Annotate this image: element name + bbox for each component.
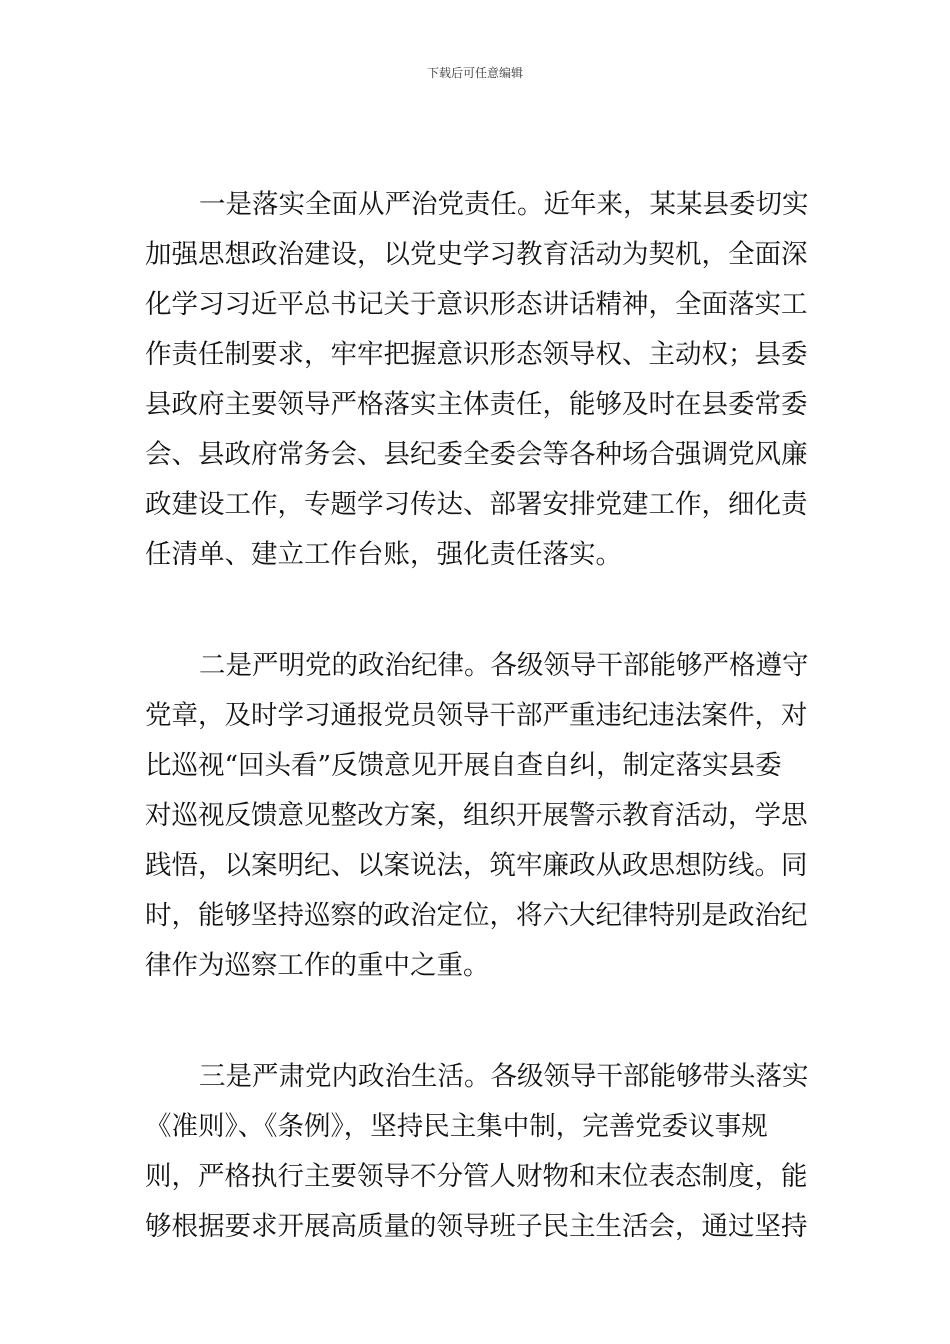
paragraph-gap: [145, 991, 809, 1052]
text-line: 律作为巡察工作的重中之重。: [145, 950, 490, 981]
text-line: 对巡视反馈意见整改方案，组织开展警示教育活动，学思: [145, 800, 808, 831]
paragraph-2: [145, 641, 809, 991]
text-line: 政建设工作，专题学习传达、部署安排党建工作，细化责: [145, 489, 808, 520]
text-line: 会、县政府常务会、县纪委全委会等各种场合强调党风廉: [145, 439, 808, 470]
text-line: 任清单、建立工作台账，强化责任落实。: [145, 539, 622, 570]
text-line: 加强思想政治建设，以党史学习教育活动为契机，全面深: [145, 239, 808, 270]
text-line: 化学习习近平总书记关于意识形态讲话精神，全面落实工: [145, 289, 808, 320]
text-line: 三是严肃党内政治生活。各级领导干部能够带头落实: [199, 1061, 809, 1092]
paragraph-3: [145, 1052, 809, 1252]
text-line: 二是严明党的政治纪律。各级领导干部能够严格遵守: [199, 650, 809, 681]
paragraph-1: [145, 180, 809, 580]
text-line: 比巡视“回头看”反馈意见开展自查自纠，制定落实县委: [145, 750, 782, 781]
text-line: 一是落实全面从严治党责任。近年来，某某县委切实: [199, 189, 809, 220]
text-line: 时，能够坚持巡察的政治定位，将六大纪律特别是政治纪: [145, 900, 808, 931]
document-body: [145, 180, 809, 1252]
page-header: 下载后可任意编辑: [426, 66, 523, 80]
text-line: 够根据要求开展高质量的领导班子民主生活会，通过坚持: [145, 1211, 808, 1242]
text-line: 践悟，以案明纪、以案说法，筑牢廉政从政思想防线。同: [145, 850, 808, 881]
text-line: 则，严格执行主要领导不分管人财物和末位表态制度，能: [145, 1161, 808, 1192]
text-line: 作责任制要求，牢牢把握意识形态领导权、主动权；县委: [145, 339, 808, 370]
text-line: 党章，及时学习通报党员领导干部严重违纪违法案件，对: [145, 700, 808, 731]
paragraph-gap: [145, 580, 809, 641]
text-line: 县政府主要领导严格落实主体责任，能够及时在县委常委: [145, 389, 808, 420]
text-line: 《准则》、《条例》，坚持民主集中制，完善党委议事规: [145, 1111, 768, 1142]
